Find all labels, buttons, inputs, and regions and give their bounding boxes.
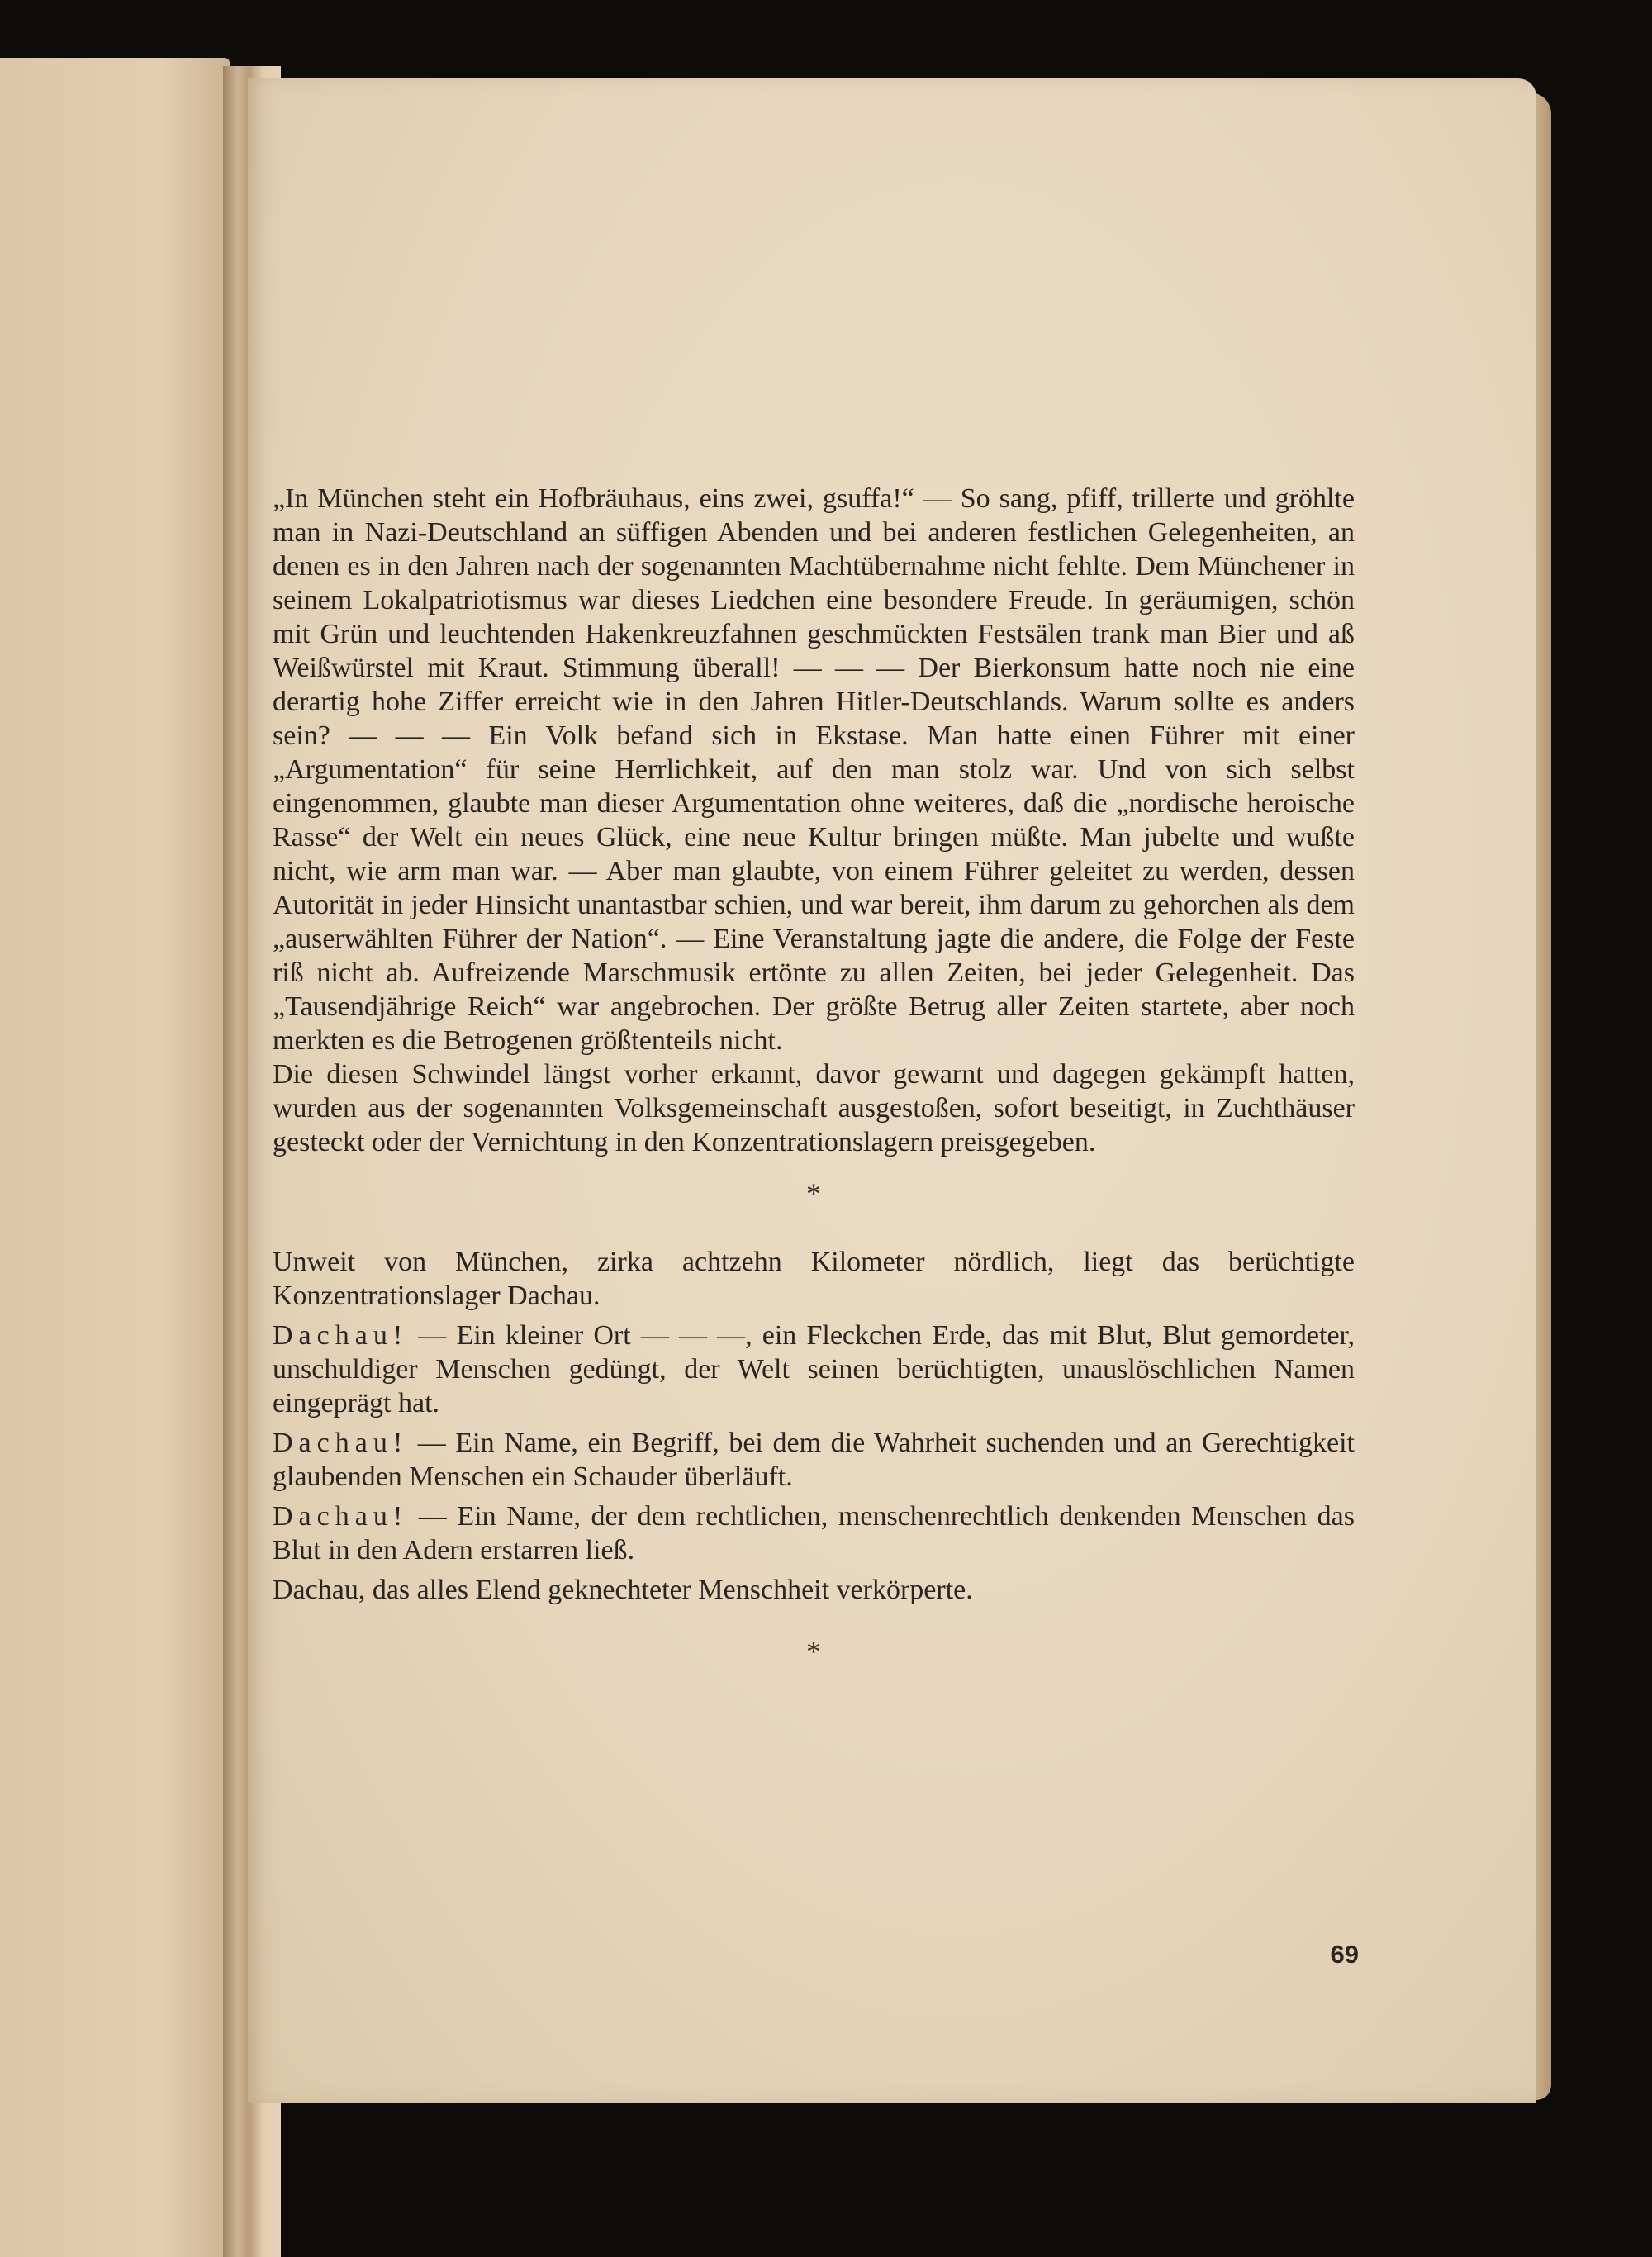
- section-divider-asterisk-bottom: *: [806, 1635, 821, 1668]
- paragraph-dachau-2: [273, 1426, 1355, 1494]
- paragraph-dachau-3-text: — Ein Name, der dem rechtlichen, menschenrechtlich denkenden Menschen das Blut in den Adern erstarren ließ.: [273, 1501, 1355, 1566]
- paragraph-swindle: Die diesen Schwindel längst vorher erkannt, davor gewarnt und dagegen gekämpft hatten, wurden aus der sogenannten Volksgemeinschaft ausgestoßen, sofort beseitigt, in Zuchthäuser gesteckt oder der Vernichtung in den Konzentrationslagern preisgegeben.: [273, 1059, 1355, 1157]
- dachau-emphasis: Dachau!: [273, 1501, 409, 1532]
- page-text: [273, 482, 1355, 1670]
- dachau-emphasis: Dachau!: [273, 1320, 409, 1351]
- paragraph-dachau-closing: Dachau, das alles Elend geknechteter Menschheit verkörperte.: [273, 1575, 973, 1605]
- paragraph-intro: „In München steht ein Hofbräuhaus, eins zwei, gsuffa!“ — So sang, pfiff, trillerte und gröhlte man in Nazi-Deutschland an süffigen Abenden und bei anderen festlichen Gelegenheiten, an denen es in den Jahren nach der sogenannten Machtübernahme nicht fehlte. Dem Münchener in seinem Lokalpatriotismus war dieses Liedchen eine besondere Freude. In geräumigen, schön mit Grün und leuchtenden Hakenkreuzfahnen geschmückten Festsälen trank man Bier und aß Weißwürstel mit Kraut. Stimmung überall! — — — Der Bierkonsum hatte noch nie eine derartig hohe Ziffer erreicht wie in den Jahren Hitler-Deutschlands. Warum sollte es anders sein? — — — Ein Volk befand sich in Ekstase. Man hatte einen Führer mit einer „Argumentation“ für seine Herrlichkeit, auf den man stolz war. Und von sich selbst eingenommen, glaubte man dieser Argumentation ohne weiteres, daß die „nordische heroische Rasse“ der Welt ein neues Glück, eine neue Kultur bringen müßte. Man jubelte und wußte nicht, wie arm man war. — Aber man glaubte, von einem Führer geleitet zu werden, dessen Autorität in jeder Hinsicht unantastbar schien, und war bereit, ihm darum zu gehorchen als dem „auserwählten Führer der Nation“. — Eine Veranstaltung jagte die andere, die Folge der Feste riß nicht ab. Aufreizende Marschmusik ertönte zu allen Zeiten, bei jeder Gelegenheit. Das „Tausendjährige Reich“ war angebrochen. Der größte Betrug aller Zeiten startete, aber noch merkten es die Betrogenen größtenteils nicht.: [273, 483, 1355, 1056]
- paragraph-dachau-3: [273, 1499, 1355, 1567]
- page-number: 69: [1330, 1940, 1359, 1969]
- paragraph-dachau-1: [273, 1319, 1355, 1420]
- section-divider-asterisk: *: [806, 1177, 821, 1210]
- dachau-emphasis: Dachau!: [273, 1428, 409, 1458]
- paragraph-dachau-2-text: — Ein Name, ein Begriff, bei dem die Wahrheit suchenden und an Gerechtigkeit glaubenden Menschen ein Schauder überläuft.: [273, 1428, 1355, 1492]
- paragraph-dachau-1-text: — Ein kleiner Ort — — —, ein Fleckchen Erde, das mit Blut, Blut gemordeter, unschuldiger Menschen gedüngt, der Welt seinen berüchtigten, unauslöschlichen Namen eingeprägt hat.: [273, 1320, 1355, 1418]
- paragraph-location: Unweit von München, zirka achtzehn Kilometer nördlich, liegt das berüchtigte Konzentrationslager Dachau.: [273, 1247, 1355, 1311]
- left-page: [0, 58, 230, 2257]
